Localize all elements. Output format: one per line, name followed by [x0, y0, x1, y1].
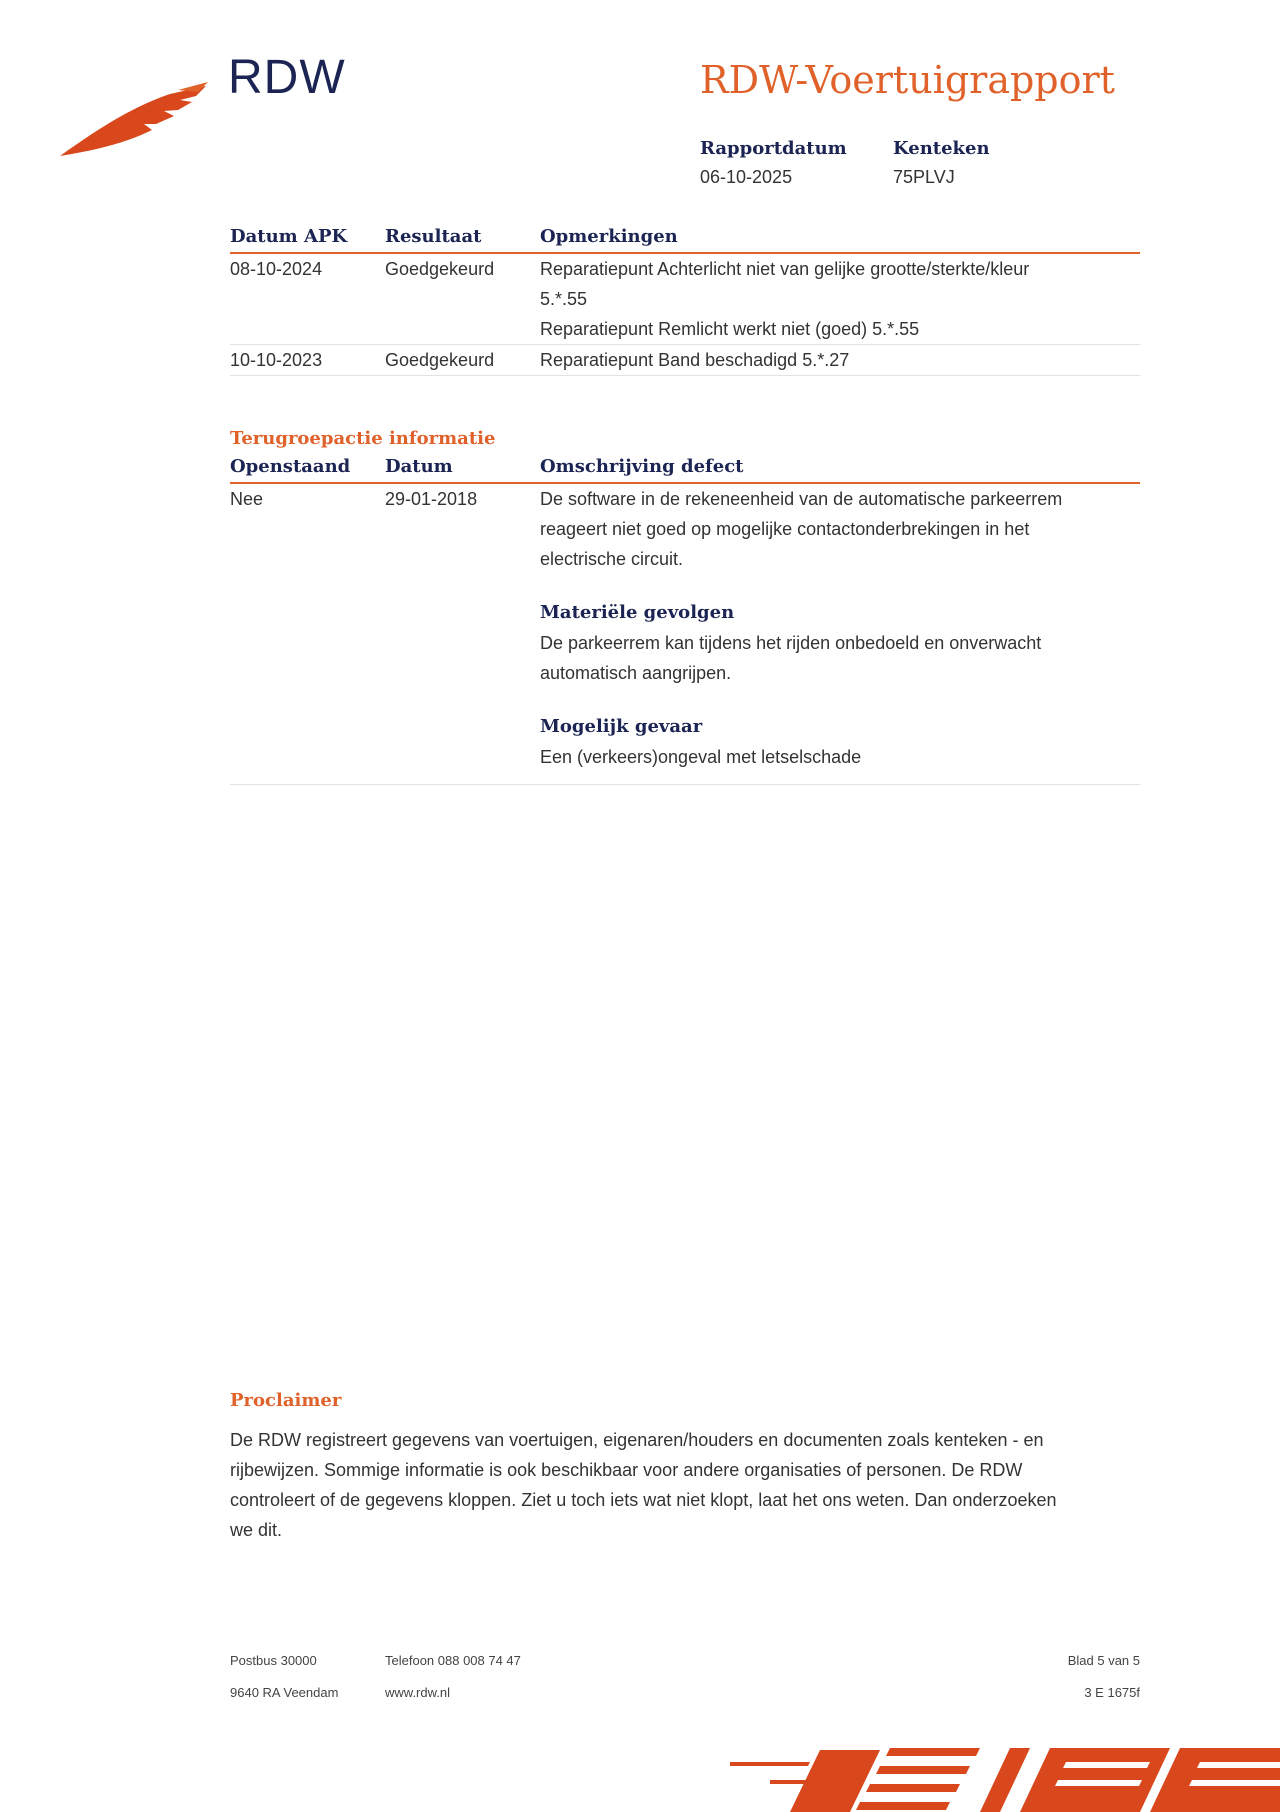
- column-header-remarks: Opmerkingen: [540, 226, 678, 247]
- apk-date: 08-10-2024: [230, 259, 323, 279]
- recall-date: 29-01-2018: [385, 489, 478, 509]
- apk-table: [230, 222, 1140, 376]
- column-header-date: Datum: [385, 456, 453, 477]
- remark-line: Reparatiepunt Achterlicht niet van gelijke grootte/sterkte/kleur: [540, 259, 1030, 279]
- consequences-heading: Materiële gevolgen: [540, 602, 735, 623]
- report-date: 06-10-2025: [700, 167, 793, 187]
- proclaimer-line: rijbewijzen. Sommige informatie is ook beschikbaar voor andere organisaties of personen. De RDW: [230, 1460, 1023, 1480]
- column-header-date: Datum APK: [230, 226, 348, 247]
- proclaimer-line: De RDW registreert gegevens van voertuigen, eigenaren/houders en documenten zoals kenteken - en: [230, 1430, 1044, 1450]
- consequences-line: De parkeerrem kan tijdens het rijden onbedoeld en onverwacht: [540, 633, 1042, 653]
- recall-open: Nee: [230, 489, 264, 509]
- rdw-feather-logo-icon: [58, 80, 208, 160]
- recall-table: [230, 452, 1140, 785]
- apk-date: 10-10-2023: [230, 350, 323, 370]
- remark-line: Reparatiepunt Remlicht werkt niet (goed) 5.*.55: [540, 319, 920, 339]
- footer-website: www.rdw.nl: [385, 1685, 451, 1700]
- defect-line: De software in de rekeneenheid van de automatische parkeerrem: [540, 489, 1063, 509]
- footer-phone: Telefoon 088 008 74 47: [385, 1653, 521, 1668]
- proclaimer-line: controleert of de gegevens kloppen. Ziet u toch iets wat niet klopt, laat het ons weten. Dan onderzoeken: [230, 1490, 1057, 1510]
- report-date-label: Rapportdatum: [700, 138, 847, 159]
- proclaimer-text: [230, 1425, 1150, 1545]
- footer-code: 3 E 1675f: [1084, 1685, 1140, 1700]
- recall-description: [540, 484, 1140, 772]
- document-title: RDW-Voertuigrapport: [700, 58, 1115, 102]
- remark-line: 5.*.55: [540, 289, 588, 309]
- apk-remarks: [540, 254, 1140, 344]
- plate-number: 75PLVJ: [893, 167, 955, 187]
- apk-result: Goedgekeurd: [385, 350, 495, 370]
- proclaimer-title: Proclaimer: [230, 1390, 342, 1411]
- table-row: [230, 484, 1140, 785]
- recall-table-header: [230, 452, 1140, 484]
- column-header-defect: Omschrijving defect: [540, 456, 744, 477]
- column-header-open: Openstaand: [230, 456, 351, 477]
- defect-line: reageert niet goed op mogelijke contactonderbrekingen in het: [540, 519, 1030, 539]
- table-row: [230, 345, 1140, 376]
- recall-section-title: Terugroepactie informatie: [230, 428, 496, 449]
- table-row: [230, 254, 1140, 345]
- apk-table-header: [230, 222, 1140, 254]
- danger-line: Een (verkeers)ongeval met letselschade: [540, 747, 862, 767]
- rdw-logo-text: RDW: [228, 51, 346, 104]
- danger-heading: Mogelijk gevaar: [540, 716, 703, 737]
- apk-remarks: [540, 345, 1140, 375]
- footer-city: 9640 RA Veendam: [230, 1685, 339, 1700]
- apk-result: Goedgekeurd: [385, 259, 495, 279]
- remark-line: Reparatiepunt Band beschadigd 5.*.27: [540, 350, 850, 370]
- rdw-stripes-decoration-icon: [730, 1740, 1280, 1812]
- column-header-result: Resultaat: [385, 226, 482, 247]
- consequences-line: automatisch aangrijpen.: [540, 663, 732, 683]
- footer-page-number: Blad 5 van 5: [1067, 1653, 1140, 1668]
- defect-line: electrische circuit.: [540, 549, 684, 569]
- footer-postbus: Postbus 30000: [230, 1653, 317, 1668]
- proclaimer-line: we dit.: [230, 1520, 283, 1540]
- plate-label: Kenteken: [893, 138, 990, 159]
